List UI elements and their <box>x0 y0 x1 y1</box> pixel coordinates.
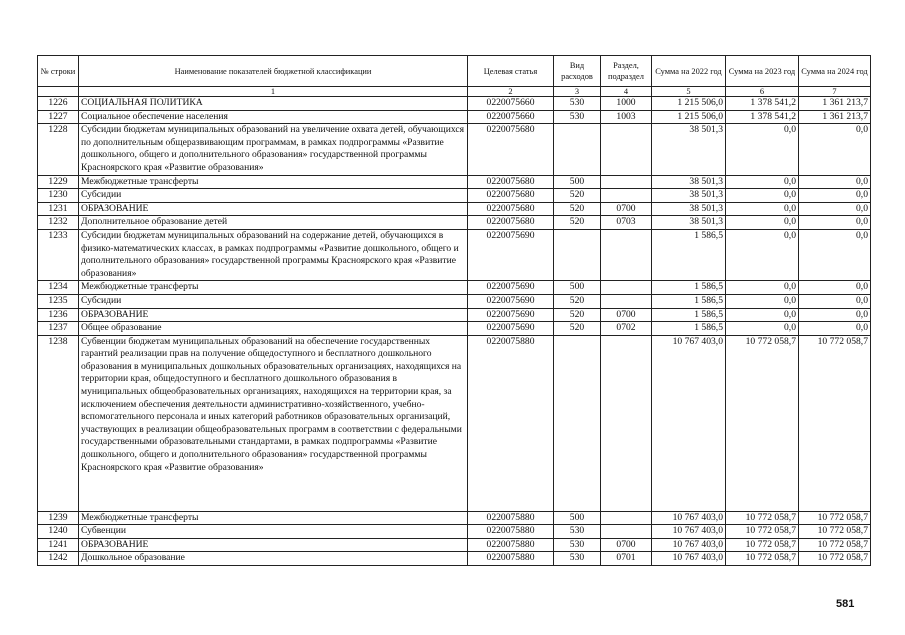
sum-2022-cell: 1 586,5 <box>652 294 726 308</box>
header-sum-2022: Сумма на 2022 год <box>652 56 726 87</box>
page-number: 581 <box>836 598 855 610</box>
col-number: 4 <box>601 87 652 97</box>
col-number <box>38 87 79 97</box>
sum-2023-cell: 1 378 541,2 <box>726 110 799 124</box>
section-cell <box>601 124 652 175</box>
section-cell <box>601 511 652 525</box>
section-cell <box>601 189 652 203</box>
table-row <box>38 552 871 566</box>
sum-2023-cell: 10 772 058,7 <box>726 552 799 566</box>
target-article-cell: 0220075880 <box>468 552 554 566</box>
col-number: 6 <box>726 87 799 97</box>
indicator-name-cell: ОБРАЗОВАНИЕ <box>79 308 468 322</box>
header-sum-2024: Сумма на 2024 год <box>799 56 871 87</box>
expense-type-cell: 530 <box>554 538 601 552</box>
section-cell <box>601 335 652 511</box>
target-article-cell: 0220075680 <box>468 124 554 175</box>
section-cell: 0700 <box>601 538 652 552</box>
sum-2022-cell: 38 501,3 <box>652 189 726 203</box>
sum-2024-cell: 0,0 <box>799 229 871 280</box>
sum-2023-cell: 0,0 <box>726 308 799 322</box>
expense-type-cell: 520 <box>554 216 601 230</box>
header-row-num: № строки <box>38 56 79 87</box>
header-name: Наименование показателей бюджетной классификации <box>79 56 468 87</box>
sum-2024-cell: 0,0 <box>799 281 871 295</box>
indicator-name-cell: Субсидии бюджетам муниципальных образований на содержание детей, обучающихся в физико-математических классах, в рамках подпрограммы «Развитие дошкольного, общего и дополнительного образования» государственной программы Красноярского края «Развитие образования» <box>79 229 468 280</box>
indicator-name-cell: Дошкольное образование <box>79 552 468 566</box>
table-row <box>38 97 871 111</box>
expense-type-cell: 500 <box>554 281 601 295</box>
indicator-name-cell: Субвенции бюджетам муниципальных образований на обеспечение государственных гарантий реализации прав на получение общедоступного и бесплатного дошкольного образования в муниципальных дошкольных образовательных организациях, находящихся на территории края, общедоступного и бесплатного дошкольного образования в муниципальных общеобразовательных организациях, находящихся на территории края, за исключением обеспечения деятельности административно-хозяйственного, учебно-вспомогательного персонала и иных категорий работников образовательных организаций, участвующих в реализации общеобразовательных программ в соответствии с федеральными государственными образовательными стандартами, в рамках подпрограммы «Развитие дошкольного, общего и дополнительного образования» государственной программы Красноярского края «Развитие образования» <box>79 335 468 511</box>
sum-2023-cell: 0,0 <box>726 124 799 175</box>
col-number: 5 <box>652 87 726 97</box>
section-cell: 0700 <box>601 308 652 322</box>
table-row <box>38 308 871 322</box>
header-exp-type: Вид расходов <box>554 56 601 87</box>
sum-2024-cell: 10 772 058,7 <box>799 525 871 539</box>
row-number-cell: 1238 <box>38 335 79 511</box>
sum-2023-cell: 0,0 <box>726 175 799 189</box>
sum-2024-cell: 1 361 213,7 <box>799 97 871 111</box>
target-article-cell: 0220075690 <box>468 308 554 322</box>
row-number-cell: 1239 <box>38 511 79 525</box>
indicator-name-cell: Субсидии бюджетам муниципальных образований на увеличение охвата детей, обучающихся по дополнительным общеразвивающим программам, в рамках подпрограммы «Развитие дошкольного, общего и дополнительного образования» государственной программы Красноярского края «Развитие образования» <box>79 124 468 175</box>
expense-type-cell: 530 <box>554 110 601 124</box>
row-number-cell: 1234 <box>38 281 79 295</box>
table-row <box>38 229 871 280</box>
table-row <box>38 216 871 230</box>
sum-2024-cell: 0,0 <box>799 175 871 189</box>
row-number-cell: 1232 <box>38 216 79 230</box>
sum-2023-cell: 10 772 058,7 <box>726 538 799 552</box>
col-number: 3 <box>554 87 601 97</box>
section-cell: 0701 <box>601 552 652 566</box>
sum-2024-cell: 10 772 058,7 <box>799 511 871 525</box>
indicator-name-cell: Межбюджетные трансферты <box>79 281 468 295</box>
sum-2023-cell: 0,0 <box>726 322 799 336</box>
expense-type-cell <box>554 229 601 280</box>
expense-type-cell: 530 <box>554 97 601 111</box>
sum-2023-cell: 10 772 058,7 <box>726 525 799 539</box>
target-article-cell: 0220075880 <box>468 525 554 539</box>
indicator-name-cell: Общее образование <box>79 322 468 336</box>
col-number: 2 <box>468 87 554 97</box>
expense-type-cell: 520 <box>554 294 601 308</box>
indicator-name-cell: Субсидии <box>79 294 468 308</box>
sum-2022-cell: 38 501,3 <box>652 202 726 216</box>
expense-type-cell: 500 <box>554 511 601 525</box>
sum-2024-cell: 0,0 <box>799 124 871 175</box>
expense-type-cell: 520 <box>554 322 601 336</box>
expense-type-cell: 520 <box>554 189 601 203</box>
target-article-cell: 0220075680 <box>468 216 554 230</box>
indicator-name-cell: Субвенции <box>79 525 468 539</box>
sum-2024-cell: 0,0 <box>799 308 871 322</box>
sum-2022-cell: 1 215 506,0 <box>652 97 726 111</box>
sum-2022-cell: 10 767 403,0 <box>652 511 726 525</box>
row-number-cell: 1241 <box>38 538 79 552</box>
sum-2022-cell: 38 501,3 <box>652 124 726 175</box>
header-section: Раздел, подраздел <box>601 56 652 87</box>
indicator-name-cell: Дополнительное образование детей <box>79 216 468 230</box>
sum-2022-cell: 1 586,5 <box>652 322 726 336</box>
col-number: 7 <box>799 87 871 97</box>
sum-2024-cell: 0,0 <box>799 216 871 230</box>
sum-2024-cell: 0,0 <box>799 322 871 336</box>
row-number-cell: 1242 <box>38 552 79 566</box>
target-article-cell: 0220075880 <box>468 511 554 525</box>
section-cell: 0700 <box>601 202 652 216</box>
section-cell: 0703 <box>601 216 652 230</box>
sum-2022-cell: 1 586,5 <box>652 229 726 280</box>
sum-2024-cell: 10 772 058,7 <box>799 552 871 566</box>
sum-2024-cell: 0,0 <box>799 294 871 308</box>
target-article-cell: 0220075690 <box>468 229 554 280</box>
section-cell: 1000 <box>601 97 652 111</box>
sum-2023-cell: 0,0 <box>726 229 799 280</box>
column-number-row <box>38 87 871 97</box>
table-row <box>38 538 871 552</box>
sum-2024-cell: 1 361 213,7 <box>799 110 871 124</box>
sum-2023-cell: 10 772 058,7 <box>726 335 799 511</box>
target-article-cell: 0220075680 <box>468 202 554 216</box>
row-number-cell: 1231 <box>38 202 79 216</box>
row-number-cell: 1227 <box>38 110 79 124</box>
indicator-name-cell: ОБРАЗОВАНИЕ <box>79 202 468 216</box>
sum-2024-cell: 10 772 058,7 <box>799 335 871 511</box>
table-row <box>38 175 871 189</box>
target-article-cell: 0220075660 <box>468 110 554 124</box>
row-number-cell: 1240 <box>38 525 79 539</box>
sum-2023-cell: 1 378 541,2 <box>726 97 799 111</box>
table-row <box>38 511 871 525</box>
table-body <box>38 97 871 566</box>
header-sum-2023: Сумма на 2023 год <box>726 56 799 87</box>
sum-2023-cell: 10 772 058,7 <box>726 511 799 525</box>
sum-2023-cell: 0,0 <box>726 189 799 203</box>
indicator-name-cell: Субсидии <box>79 189 468 203</box>
target-article-cell: 0220075680 <box>468 175 554 189</box>
table-row <box>38 110 871 124</box>
sum-2024-cell: 0,0 <box>799 202 871 216</box>
sum-2022-cell: 10 767 403,0 <box>652 335 726 511</box>
sum-2022-cell: 38 501,3 <box>652 175 726 189</box>
expense-type-cell: 500 <box>554 175 601 189</box>
indicator-name-cell: Социальное обеспечение населения <box>79 110 468 124</box>
section-cell: 0702 <box>601 322 652 336</box>
row-number-cell: 1229 <box>38 175 79 189</box>
header-target: Целевая статья <box>468 56 554 87</box>
header-row <box>38 56 871 87</box>
sum-2024-cell: 0,0 <box>799 189 871 203</box>
row-number-cell: 1230 <box>38 189 79 203</box>
indicator-name-cell: ОБРАЗОВАНИЕ <box>79 538 468 552</box>
sum-2022-cell: 1 215 506,0 <box>652 110 726 124</box>
budget-table <box>37 55 871 566</box>
target-article-cell: 0220075880 <box>468 335 554 511</box>
sum-2024-cell: 10 772 058,7 <box>799 538 871 552</box>
expense-type-cell <box>554 124 601 175</box>
sum-2022-cell: 1 586,5 <box>652 281 726 295</box>
target-article-cell: 0220075690 <box>468 294 554 308</box>
sum-2022-cell: 1 586,5 <box>652 308 726 322</box>
row-number-cell: 1236 <box>38 308 79 322</box>
sum-2022-cell: 38 501,3 <box>652 216 726 230</box>
sum-2022-cell: 10 767 403,0 <box>652 552 726 566</box>
row-number-cell: 1235 <box>38 294 79 308</box>
indicator-name-cell: Межбюджетные трансферты <box>79 175 468 189</box>
target-article-cell: 0220075880 <box>468 538 554 552</box>
sum-2023-cell: 0,0 <box>726 216 799 230</box>
expense-type-cell: 520 <box>554 202 601 216</box>
table-row <box>38 525 871 539</box>
section-cell <box>601 229 652 280</box>
indicator-name-cell: СОЦИАЛЬНАЯ ПОЛИТИКА <box>79 97 468 111</box>
expense-type-cell <box>554 335 601 511</box>
target-article-cell: 0220075660 <box>468 97 554 111</box>
table-row <box>38 281 871 295</box>
target-article-cell: 0220075690 <box>468 281 554 295</box>
expense-type-cell: 530 <box>554 552 601 566</box>
section-cell <box>601 281 652 295</box>
sum-2022-cell: 10 767 403,0 <box>652 525 726 539</box>
table-row <box>38 124 871 175</box>
col-number: 1 <box>79 87 468 97</box>
row-number-cell: 1237 <box>38 322 79 336</box>
section-cell <box>601 175 652 189</box>
target-article-cell: 0220075680 <box>468 189 554 203</box>
indicator-name-cell: Межбюджетные трансферты <box>79 511 468 525</box>
expense-type-cell: 530 <box>554 525 601 539</box>
sum-2023-cell: 0,0 <box>726 294 799 308</box>
row-number-cell: 1228 <box>38 124 79 175</box>
table-row <box>38 202 871 216</box>
table-row <box>38 294 871 308</box>
sum-2022-cell: 10 767 403,0 <box>652 538 726 552</box>
sum-2023-cell: 0,0 <box>726 281 799 295</box>
target-article-cell: 0220075690 <box>468 322 554 336</box>
section-cell <box>601 525 652 539</box>
expense-type-cell: 520 <box>554 308 601 322</box>
row-number-cell: 1226 <box>38 97 79 111</box>
table-row <box>38 322 871 336</box>
row-number-cell: 1233 <box>38 229 79 280</box>
section-cell: 1003 <box>601 110 652 124</box>
sum-2023-cell: 0,0 <box>726 202 799 216</box>
table-row <box>38 335 871 511</box>
section-cell <box>601 294 652 308</box>
table-row <box>38 189 871 203</box>
